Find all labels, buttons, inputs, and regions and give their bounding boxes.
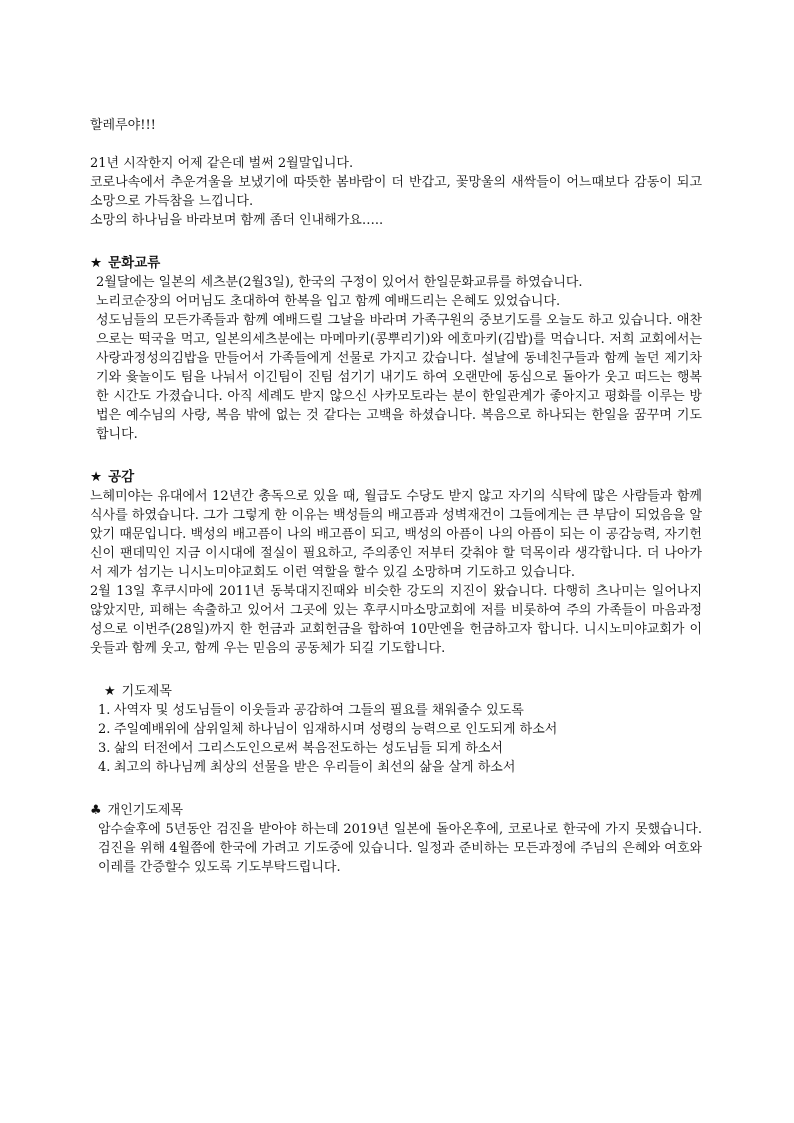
personal-heading: [90, 801, 702, 820]
star-icon: ★: [90, 469, 103, 485]
list-number: 3.: [98, 741, 111, 756]
section-paragraph: 노리코순장의 어머님도 초대하여 한복을 입고 함께 예배드리는 은혜도 있었습니다.: [96, 294, 561, 309]
intro-line: 코로나속에서 추운겨울을 보냈기에 따뜻한 봄바람이 더 반갑고, 꽃망울의 새싹들이 어느때보다 감동이 되고 소망으로 가득참을 느낍니다.: [90, 175, 702, 209]
prayer-list: [90, 701, 702, 777]
list-number: 2.: [98, 722, 111, 737]
section-paragraph: 성도님들의 모든가족들과 함께 예배드릴 그날을 바라며 가족구원의 중보기도를 오늘도 하고 있습니다. 애찬으로는 떡국을 먹고, 일본의세츠분에는 마메마키(콩뿌리기)와 에호마키(김밥)를 먹습니다. 저희 교회에서는 사랑과정성의김밥을 만들어서 가족들에게 선물로 가지고 갔습니다. 설날에 동네친구들과 함께 놀던 제기차기와 윷놀이도 팀을 나눠서 이긴팀이 진팀 섬기기 내기도 하여 오랜만에 동심으로 돌아가 웃고 떠드는 행복한 시간도 가졌습니다. 아직 세례도 받지 않으신 사카모토라는 분이 한일관계가 좋아지고 평화를 이루는 방법은 예수님의 사랑, 복음 밖에 없는 것 같다는 고백을 하셨습니다. 복음으로 하나되는 한일을 꿈꾸며 기도합니다.: [96, 313, 702, 442]
club-icon: ♣: [90, 803, 102, 818]
prayer-heading: [90, 682, 702, 701]
star-icon: ★: [104, 684, 116, 699]
greeting: 할레루야!!!: [90, 118, 156, 133]
section-culture-exchange: [90, 254, 702, 444]
spacer: [90, 658, 702, 682]
list-number: 1.: [98, 703, 111, 718]
personal-title: 개인기도제목: [107, 803, 184, 818]
list-item: [98, 739, 702, 758]
spacer: [90, 444, 702, 468]
prayer-topics: [90, 682, 702, 777]
list-item: [98, 758, 702, 777]
list-item: [98, 701, 702, 720]
list-text: 주일예배위에 삼위일체 하나님이 임재하시며 성령의 능력으로 인도되게 하소서: [114, 722, 558, 737]
list-text: 사역자 및 성도님들이 이웃들과 공감하여 그들의 필요를 채워줄수 있도록: [114, 703, 524, 718]
spacer: [90, 230, 702, 254]
list-text: 삶의 터전에서 그리스도인으로써 복음전도하는 성도님들 되게 하소서: [114, 741, 503, 756]
section-paragraph: 2월달에는 일본의 세츠분(2월3일), 한국의 구정이 있어서 한일문화교류를 하였습니다.: [96, 275, 583, 290]
personal-paragraph: 암수술후에 5년동안 검진을 받아야 하는데 2019년 일본에 돌아온후에, 코로나로 한국에 가지 못했습니다. 검진을 위해 4월쯤에 한국에 가려고 기도중에 있습니다. 일정과 준비하는 모든과정에 주님의 은혜와 여호와이레를 간증할수 있도록 기도부탁드립니다.: [98, 822, 702, 875]
intro-line: 21년 시작한지 어제 같은데 벌써 2월말입니다.: [90, 156, 354, 171]
spacer: [90, 777, 702, 801]
section-title: 공감: [108, 469, 135, 485]
star-icon: ★: [90, 255, 103, 271]
list-item: [98, 720, 702, 739]
section-heading: [90, 254, 702, 273]
prayer-title: 기도제목: [121, 684, 172, 699]
intro-line: 소망의 하나님을 바라보며 함께 좀더 인내해가요…..: [90, 213, 384, 228]
section-empathy: [90, 468, 702, 658]
section-paragraph: 2월 13일 후쿠시마에 2011년 동북대지진때와 비슷한 강도의 지진이 왔습니다. 다행히 츠나미는 일어나지 않았지만, 피해는 속출하고 있어서 그곳에 있는 후쿠시마소망교회에 저를 비롯하여 주의 가족들이 마음과정성으로 이번주(28일)까지 한 헌금과 교회헌금을 합하여 10만엔을 헌금하고자 합니다. 니시노미야교회가 이웃들과 함께 웃고, 함께 우는 믿음의 공동체가 되길 기도합니다.: [90, 584, 702, 656]
list-number: 4.: [98, 760, 111, 775]
section-heading: [90, 468, 702, 487]
personal-prayer: [90, 801, 702, 877]
spacer: [90, 135, 702, 154]
list-text: 최고의 하나님께 최상의 선물을 받은 우리들이 최선의 삶을 살게 하소서: [114, 760, 516, 775]
section-title: 문화교류: [108, 255, 161, 271]
section-paragraph: 느헤미야는 유대에서 12년간 총독으로 있을 때, 월급도 수당도 받지 않고 자기의 식탁에 많은 사람들과 함께 식사를 하였습니다. 그가 그렇게 한 이유는 백성들의 배고픔과 성벽재건이 그들에게는 큰 부담이 되었음을 알았기 때문입니다. 백성의 배고픔이 나의 배고픔이 되고, 백성의 아픔이 나의 아픔이 되는 이 공감능력, 자기헌신이 팬데믹인 지금 이시대에 절실이 필요하고, 주의종인 저부터 갖춰야 할 덕목이라 생각합니다. 더 나아가서 제가 섬기는 니시노미야교회도 이런 역할을 할수 있길 소망하며 기도하고 있습니다.: [90, 489, 702, 580]
